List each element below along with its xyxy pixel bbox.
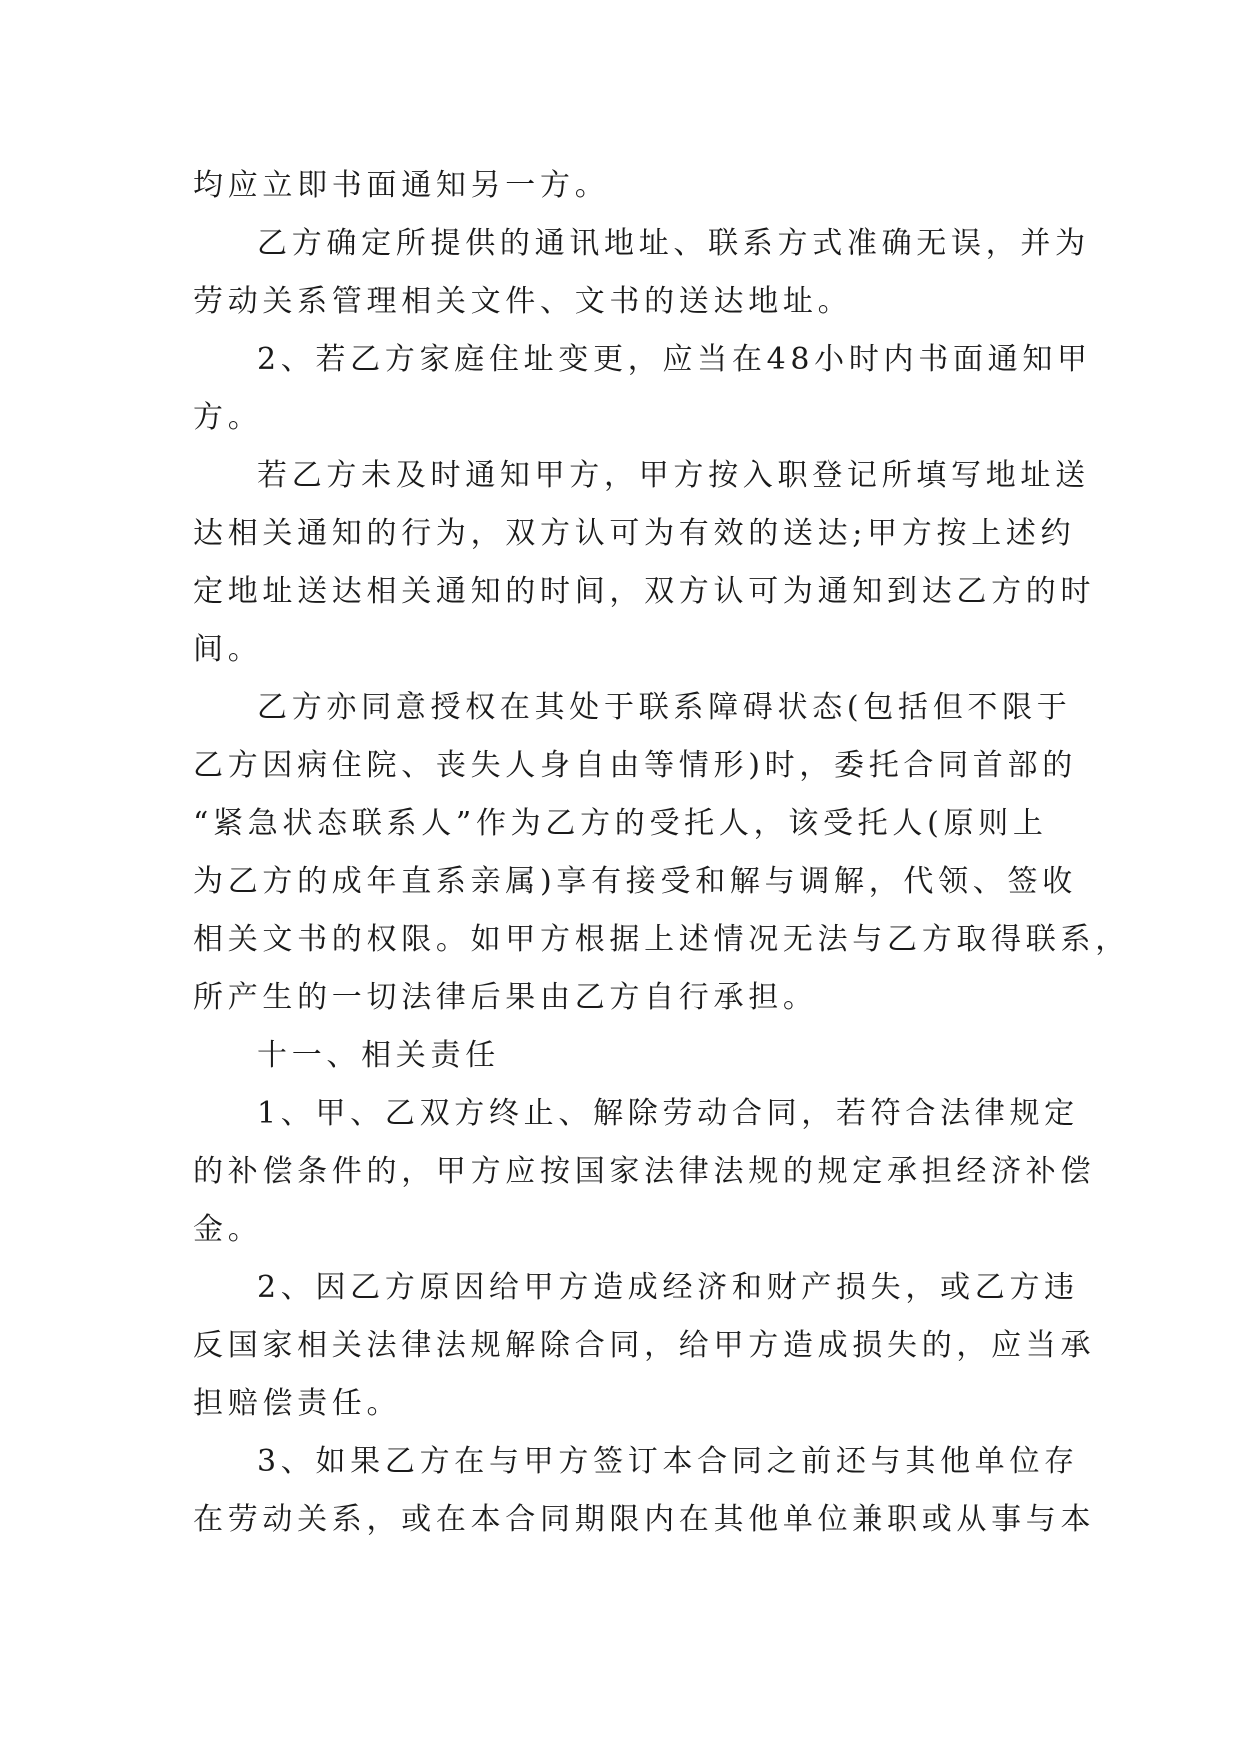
text-line: 达相关通知的行为，双方认可为有效的送达;甲方按上述约	[193, 516, 1076, 551]
document-body	[193, 157, 1130, 1549]
text-line: 劳动关系管理相关文件、文书的送达地址。	[193, 284, 853, 319]
section-heading: 十一、相关责任	[257, 1038, 500, 1073]
text-line: 若乙方未及时通知甲方，甲方按入职登记所填写地址送	[257, 458, 1090, 493]
text-line: 的补偿条件的，甲方应按国家法律法规的规定承担经济补偿	[193, 1154, 1096, 1189]
text-line: 方。	[193, 400, 263, 435]
text-line: 乙方确定所提供的通讯地址、联系方式准确无误，并为	[257, 226, 1090, 261]
text-line: 定地址送达相关通知的时间，双方认可为通知到达乙方的时	[193, 574, 1096, 609]
text-line: 为乙方的成年直系亲属)享有接受和解与调解，代领、签收	[193, 864, 1077, 899]
text-line: 相关文书的权限。如甲方根据上述情况无法与乙方取得联系，	[193, 922, 1130, 957]
text-line: 反国家相关法律法规解除合同，给甲方造成损失的，应当承	[193, 1328, 1096, 1363]
text-line: “紧急状态联系人”作为乙方的受托人，该受托人(原则上	[193, 806, 1048, 841]
text-line: 所产生的一切法律后果由乙方自行承担。	[193, 980, 818, 1015]
text-line: 乙方亦同意授权在其处于联系障碍状态(包括但不限于	[257, 690, 1072, 725]
text-line: 1、甲、乙双方终止、解除劳动合同，若符合法律规定	[257, 1096, 1079, 1131]
text-line: 金。	[193, 1212, 263, 1247]
text-line: 3、如果乙方在与甲方签订本合同之前还与其他单位存	[257, 1444, 1079, 1479]
text-line: 在劳动关系，或在本合同期限内在其他单位兼职或从事与本	[193, 1502, 1096, 1537]
text-line: 均应立即书面通知另一方。	[193, 168, 610, 203]
text-line: 乙方因病住院、丧失人身自由等情形)时，委托合同首部的	[193, 748, 1077, 783]
text-line: 间。	[193, 632, 263, 667]
text-line: 2、若乙方家庭住址变更，应当在48小时内书面通知甲	[257, 342, 1092, 377]
text-line: 2、因乙方原因给甲方造成经济和财产损失，或乙方违	[257, 1270, 1079, 1305]
text-line: 担赔偿责任。	[193, 1386, 402, 1421]
